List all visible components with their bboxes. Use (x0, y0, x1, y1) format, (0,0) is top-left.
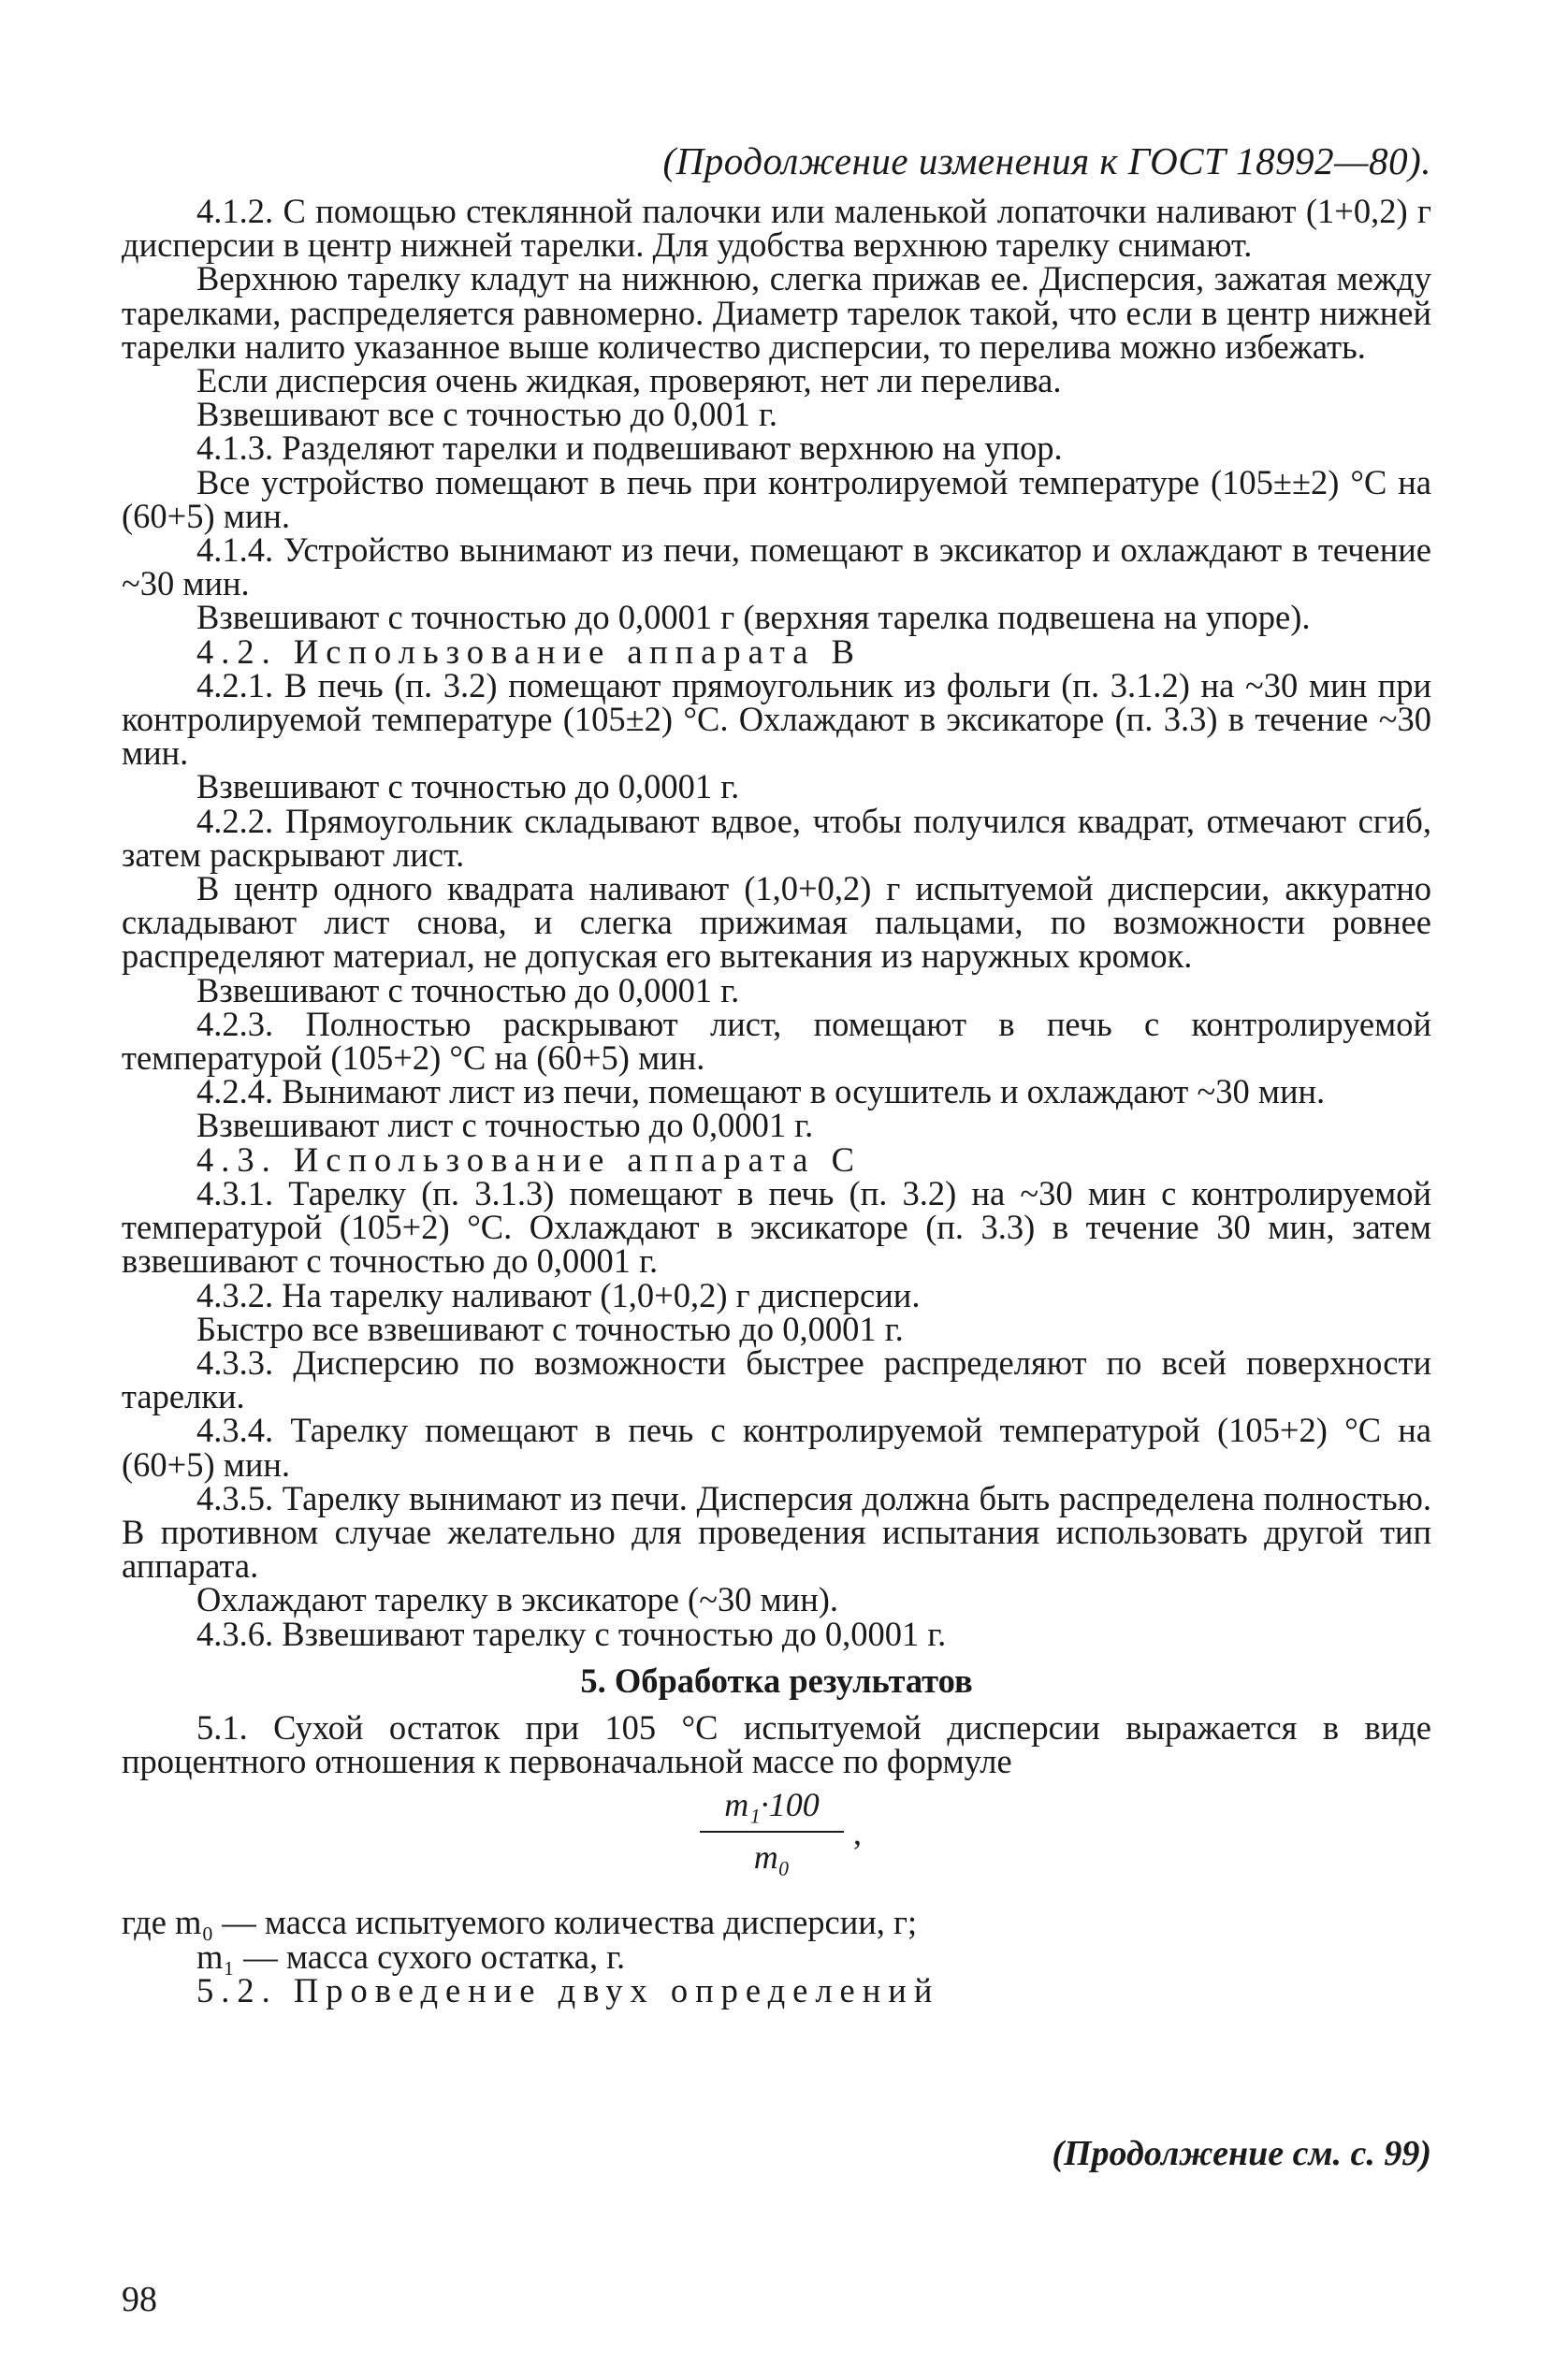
paragraph-4-3-6: 4.3.6. Взвешивают тарелку с точностью до 0,0001 г. (196, 1614, 947, 1653)
paragraph: Если дисперсия очень жидкая, проверяют, нет ли перелива. (196, 361, 1062, 400)
formula (683, 1788, 870, 1898)
paragraph-4-3-3: 4.3.3. Дисперсию по возможности быстрее распределяют по всей поверхности тарелки. (122, 1342, 1431, 1416)
paragraph: Взвешивают с точностью до 0,0001 г (верхняя тарелка подвешена на упоре). (196, 598, 1311, 637)
subsection-heading-5-2: 5.2. Проведение двух определений (196, 1970, 940, 2010)
paragraph: Верхнюю тарелку кладут на нижнюю, слегка прижав ее. Дисперсия, зажатая между тарелками, распределяется равномерно. Диаметр тарелок такой, что если в центр нижней тарелки налито указанное выше количество дисперсии, то перелива можно избежать. (122, 259, 1431, 366)
paragraph: Быстро все взвешивают с точностью до 0,0001 г. (196, 1309, 904, 1348)
paragraph-4-1-3: 4.1.3. Разделяют тарелки и подвешивают верхнюю на упор. (196, 428, 1063, 468)
paragraph: Все устройство помещают в печь при контролируемой температуре (105±±2) °С на (60+5) мин. (122, 462, 1431, 535)
paragraph-4-3-1: 4.3.1. Тарелку (п. 3.1.3) помещают в печь (п. 3.2) на ~30 мин с контролируемой температурой (105+2) °С. Охлаждают в эксикаторе (п. 3.3) в течение 30 мин, затем взвешивают с точностью до 0,0001 г. (122, 1173, 1431, 1281)
paragraph-4-2-2: 4.2.2. Прямоугольник складывают вдвое, чтобы получился квадрат, отмечают сгиб, затем раскрывают лист. (122, 801, 1431, 874)
paragraph: Взвешивают лист с точностью до 0,0001 г. (196, 1106, 814, 1145)
paragraph: Взвешивают все с точностью до 0,001 г. (196, 395, 777, 434)
where-line-m0: где m₀ — масса испытуемого количества дисперсии, г; (122, 1903, 918, 1942)
paragraph-4-2-1: 4.2.1. В печь (п. 3.2) помещают прямоугольник из фольги (п. 3.1.2) на ~30 мин при контролируемой температуре (105±2) °С. Охлаждают в эксикаторе (п. 3.3) в течение ~30 мин. (122, 665, 1431, 773)
paragraph-4-3-4: 4.3.4. Тарелку помещают в печь с контролируемой температурой (105+2) °С на (60+5) мин. (122, 1411, 1431, 1484)
paragraph-4-3-5: 4.3.5. Тарелку вынимают из печи. Дисперсия должна быть распределена полностью. В противном случае желательно для проведения испытания использовать другой тип аппарата. (122, 1478, 1431, 1586)
paragraph-4-1-4: 4.1.4. Устройство вынимают из печи, помещают в эксикатор и охлаждают в течение ~30 мин. (122, 530, 1431, 603)
document-page (122, 0, 1431, 2365)
paragraph-4-1-2: 4.1.2. С помощью стеклянной палочки или маленькой лопаточки наливают (1+0,2) г дисперсии в центр нижней тарелки. Для удобства верхнюю тарелку снимают. (122, 192, 1431, 265)
formula-numerator: m₁·100 (724, 1786, 820, 1824)
paragraph-4-2-4: 4.2.4. Вынимают лист из печи, помещают в осушитель и охлаждают ~30 мин. (196, 1072, 1326, 1111)
fraction-bar (700, 1831, 844, 1833)
running-header: (Продолжение изменения к ГОСТ 18992—80). (662, 139, 1431, 182)
paragraph: Взвешивают с точностью до 0,0001 г. (196, 970, 740, 1009)
paragraph-4-3-2: 4.3.2. На тарелку наливают (1,0+0,2) г дисперсии. (196, 1275, 921, 1314)
section-title-5 (122, 1661, 1431, 1700)
document-body (122, 192, 1431, 2010)
where-line-m1: m₁ — масса сухого остатка, г. (196, 1937, 626, 1976)
formula-denominator: m₀ (753, 1838, 791, 1877)
section-title-text: 5. Обработка результатов (580, 1661, 973, 1700)
paragraph-4-2-3: 4.2.3. Полностью раскрывают лист, помещают в печь с контролируемой температурой (105+2) °С на (60+5) мин. (122, 1004, 1431, 1078)
formula-comma: , (853, 1814, 862, 1852)
subsection-heading-4-3: 4.3. Использование аппарата С (196, 1139, 862, 1179)
paragraph: Охлаждают тарелку в эксикаторе (~30 мин). (196, 1580, 839, 1619)
continuation-note: (Продолжение см. с. 99) (1052, 2134, 1431, 2173)
paragraph: Взвешивают с точностью до 0,0001 г. (196, 767, 740, 806)
page-number: 98 (122, 2280, 157, 2319)
paragraph: В центр одного квадрата наливают (1,0+0,2) г испытуемой дисперсии, аккуратно складывают лист снова, и слегка прижимая пальцами, по возможности ровнее распределяют материал, не допуская его вытекания из наружных кромок. (122, 869, 1431, 976)
paragraph-5-1: 5.1. Сухой остаток при 105 °С испытуемой дисперсии выражается в виде процентного отношения к первоначальной массе по формуле (122, 1707, 1431, 1781)
subsection-heading-4-2: 4.2. Использование аппарата В (196, 631, 862, 671)
